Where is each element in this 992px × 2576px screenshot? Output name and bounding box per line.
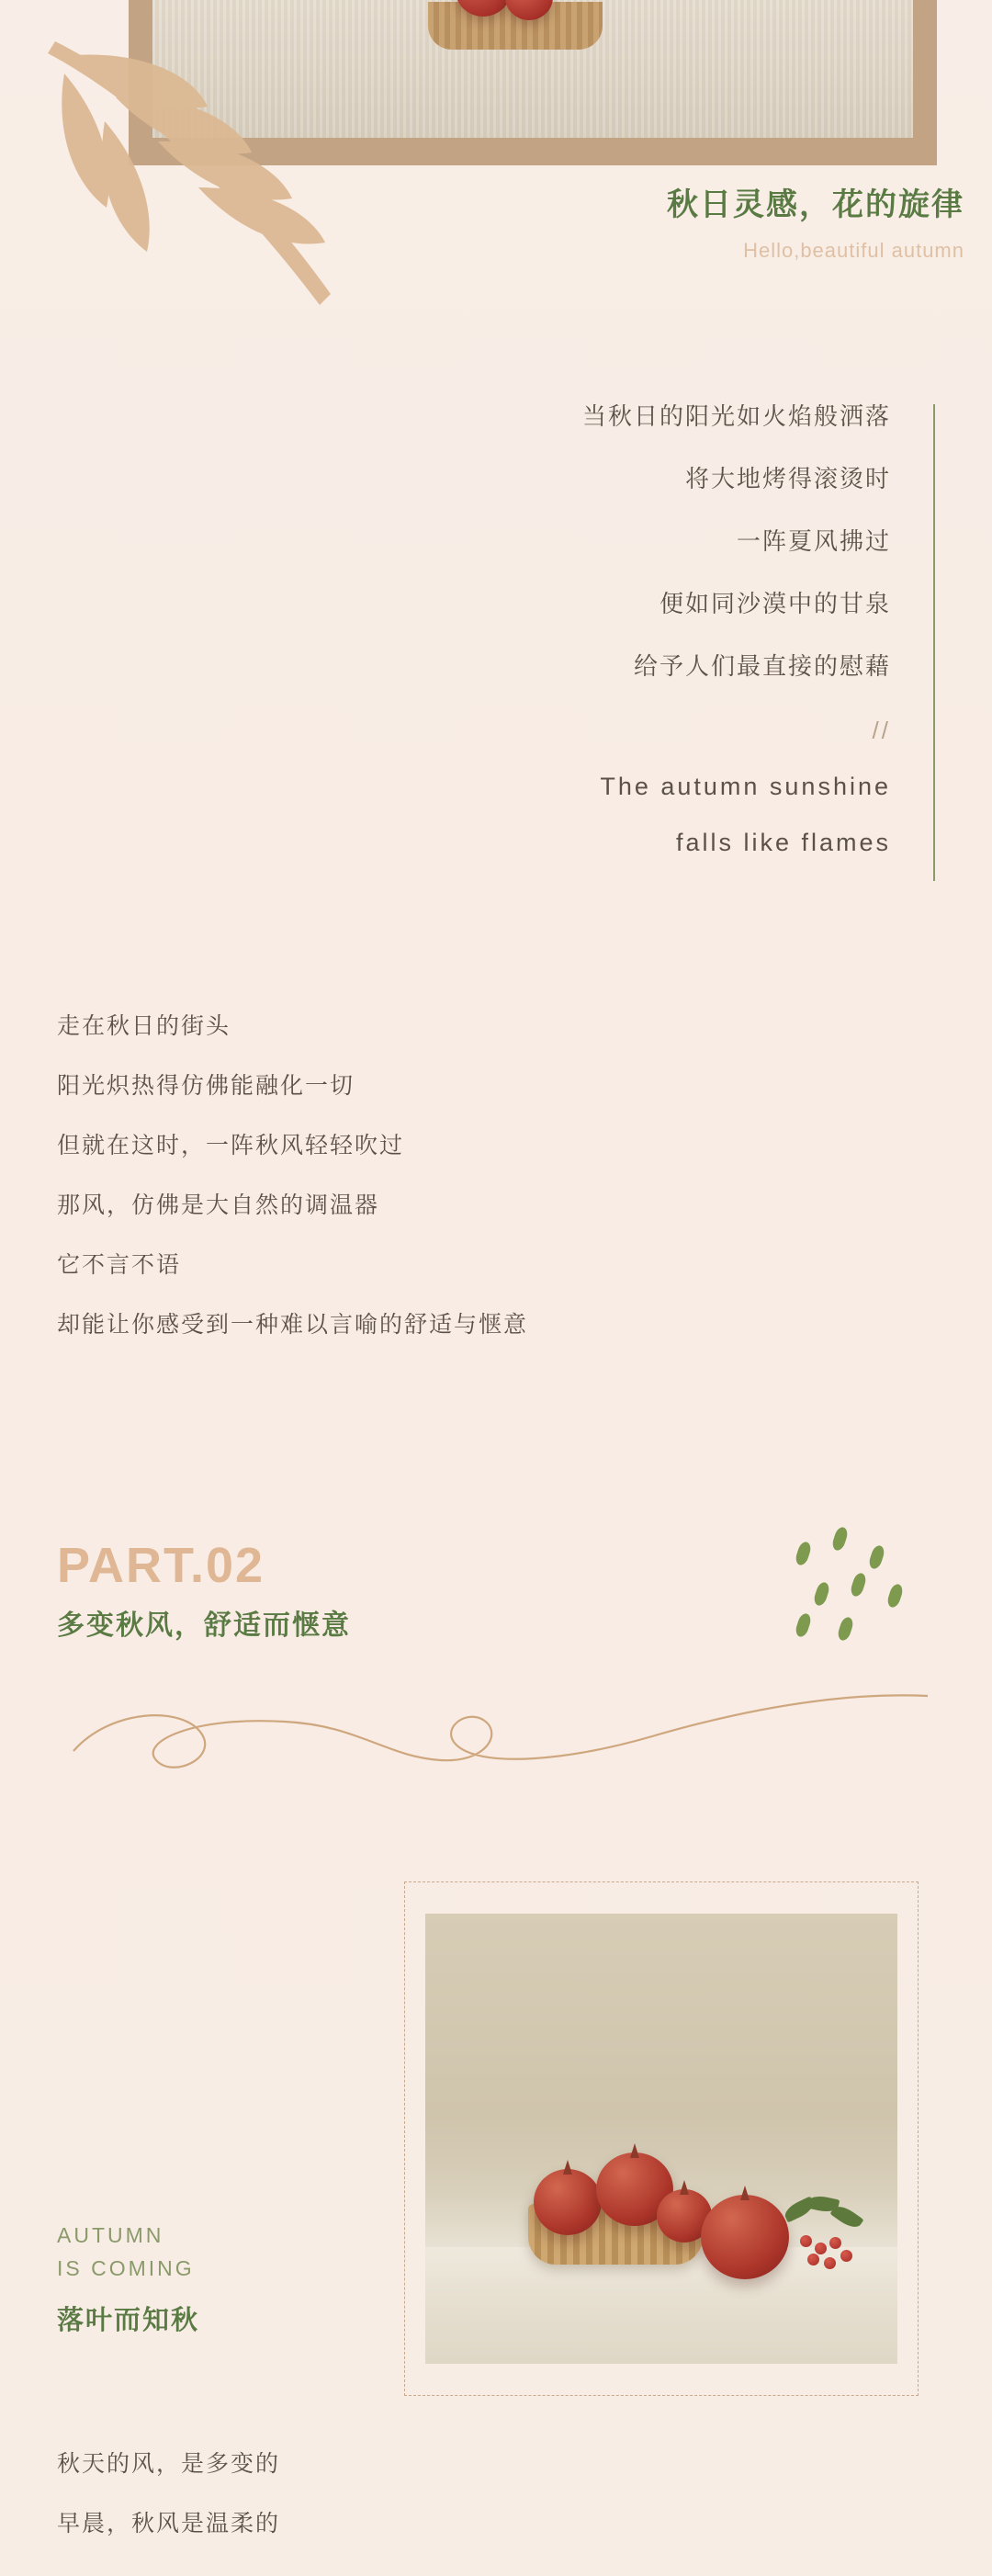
poem-en-line: The autumn sunshine — [600, 773, 891, 800]
photo-frame — [404, 1881, 919, 2396]
pomegranate — [701, 2195, 789, 2279]
paragraph-line: 它不言不语 — [57, 1252, 182, 1278]
paragraph-line: 但就在这时，一阵秋风轻轻吹过 — [57, 1133, 405, 1158]
bottom-paragraph — [57, 2453, 700, 2572]
section-title — [413, 184, 964, 263]
hero-photo-backdrop — [152, 0, 913, 138]
section-title-cn: 秋日灵感，花的旋律 — [667, 187, 964, 222]
part-number: PART.02 — [57, 1538, 265, 1593]
section-title-en: Hello,beautiful autumn — [743, 238, 964, 262]
paragraph-line: 阳光炽热得仿佛能融化一切 — [57, 1073, 355, 1099]
poem-block — [421, 404, 935, 881]
swirl-decoration — [55, 1672, 937, 1782]
poem-en-line: falls like flames — [675, 829, 891, 857]
hero-image — [129, 0, 937, 165]
poem-divider: // — [872, 717, 891, 744]
paragraph-line: 走在秋日的街头 — [57, 1013, 231, 1039]
poem-line: 一阵夏风拂过 — [736, 527, 891, 555]
bottom-paragraph-line: 早晨，秋风是温柔的 — [57, 2511, 281, 2536]
poem-line: 将大地烤得滚烫时 — [684, 465, 891, 492]
bottom-paragraph-line: 秋天的风，是多变的 — [57, 2451, 281, 2477]
paragraph-line: 那风，仿佛是大自然的调温器 — [57, 1192, 380, 1218]
poem-line: 给予人们最直接的慰藉 — [633, 652, 891, 680]
caption-block — [57, 2220, 351, 2337]
poem-line: 便如同沙漠中的甘泉 — [659, 590, 891, 617]
photo-image — [425, 1914, 897, 2364]
part-heading — [57, 1539, 351, 1643]
caption-en-line-2: IS COMING — [57, 2255, 195, 2280]
caption-cn: 落叶而知秋 — [57, 2306, 200, 2336]
poem-line: 当秋日的阳光如火焰般洒落 — [581, 402, 891, 430]
paragraph-block — [57, 1015, 847, 1373]
dots-decoration — [792, 1525, 920, 1635]
paragraph-line: 却能让你感受到一种难以言喻的舒适与惬意 — [57, 1312, 529, 1338]
berry-cluster — [780, 2197, 881, 2276]
part-subtitle: 多变秋风，舒适而惬意 — [57, 1610, 351, 1642]
pomegranate — [534, 2169, 602, 2235]
caption-en-line-1: AUTUMN — [57, 2223, 164, 2247]
